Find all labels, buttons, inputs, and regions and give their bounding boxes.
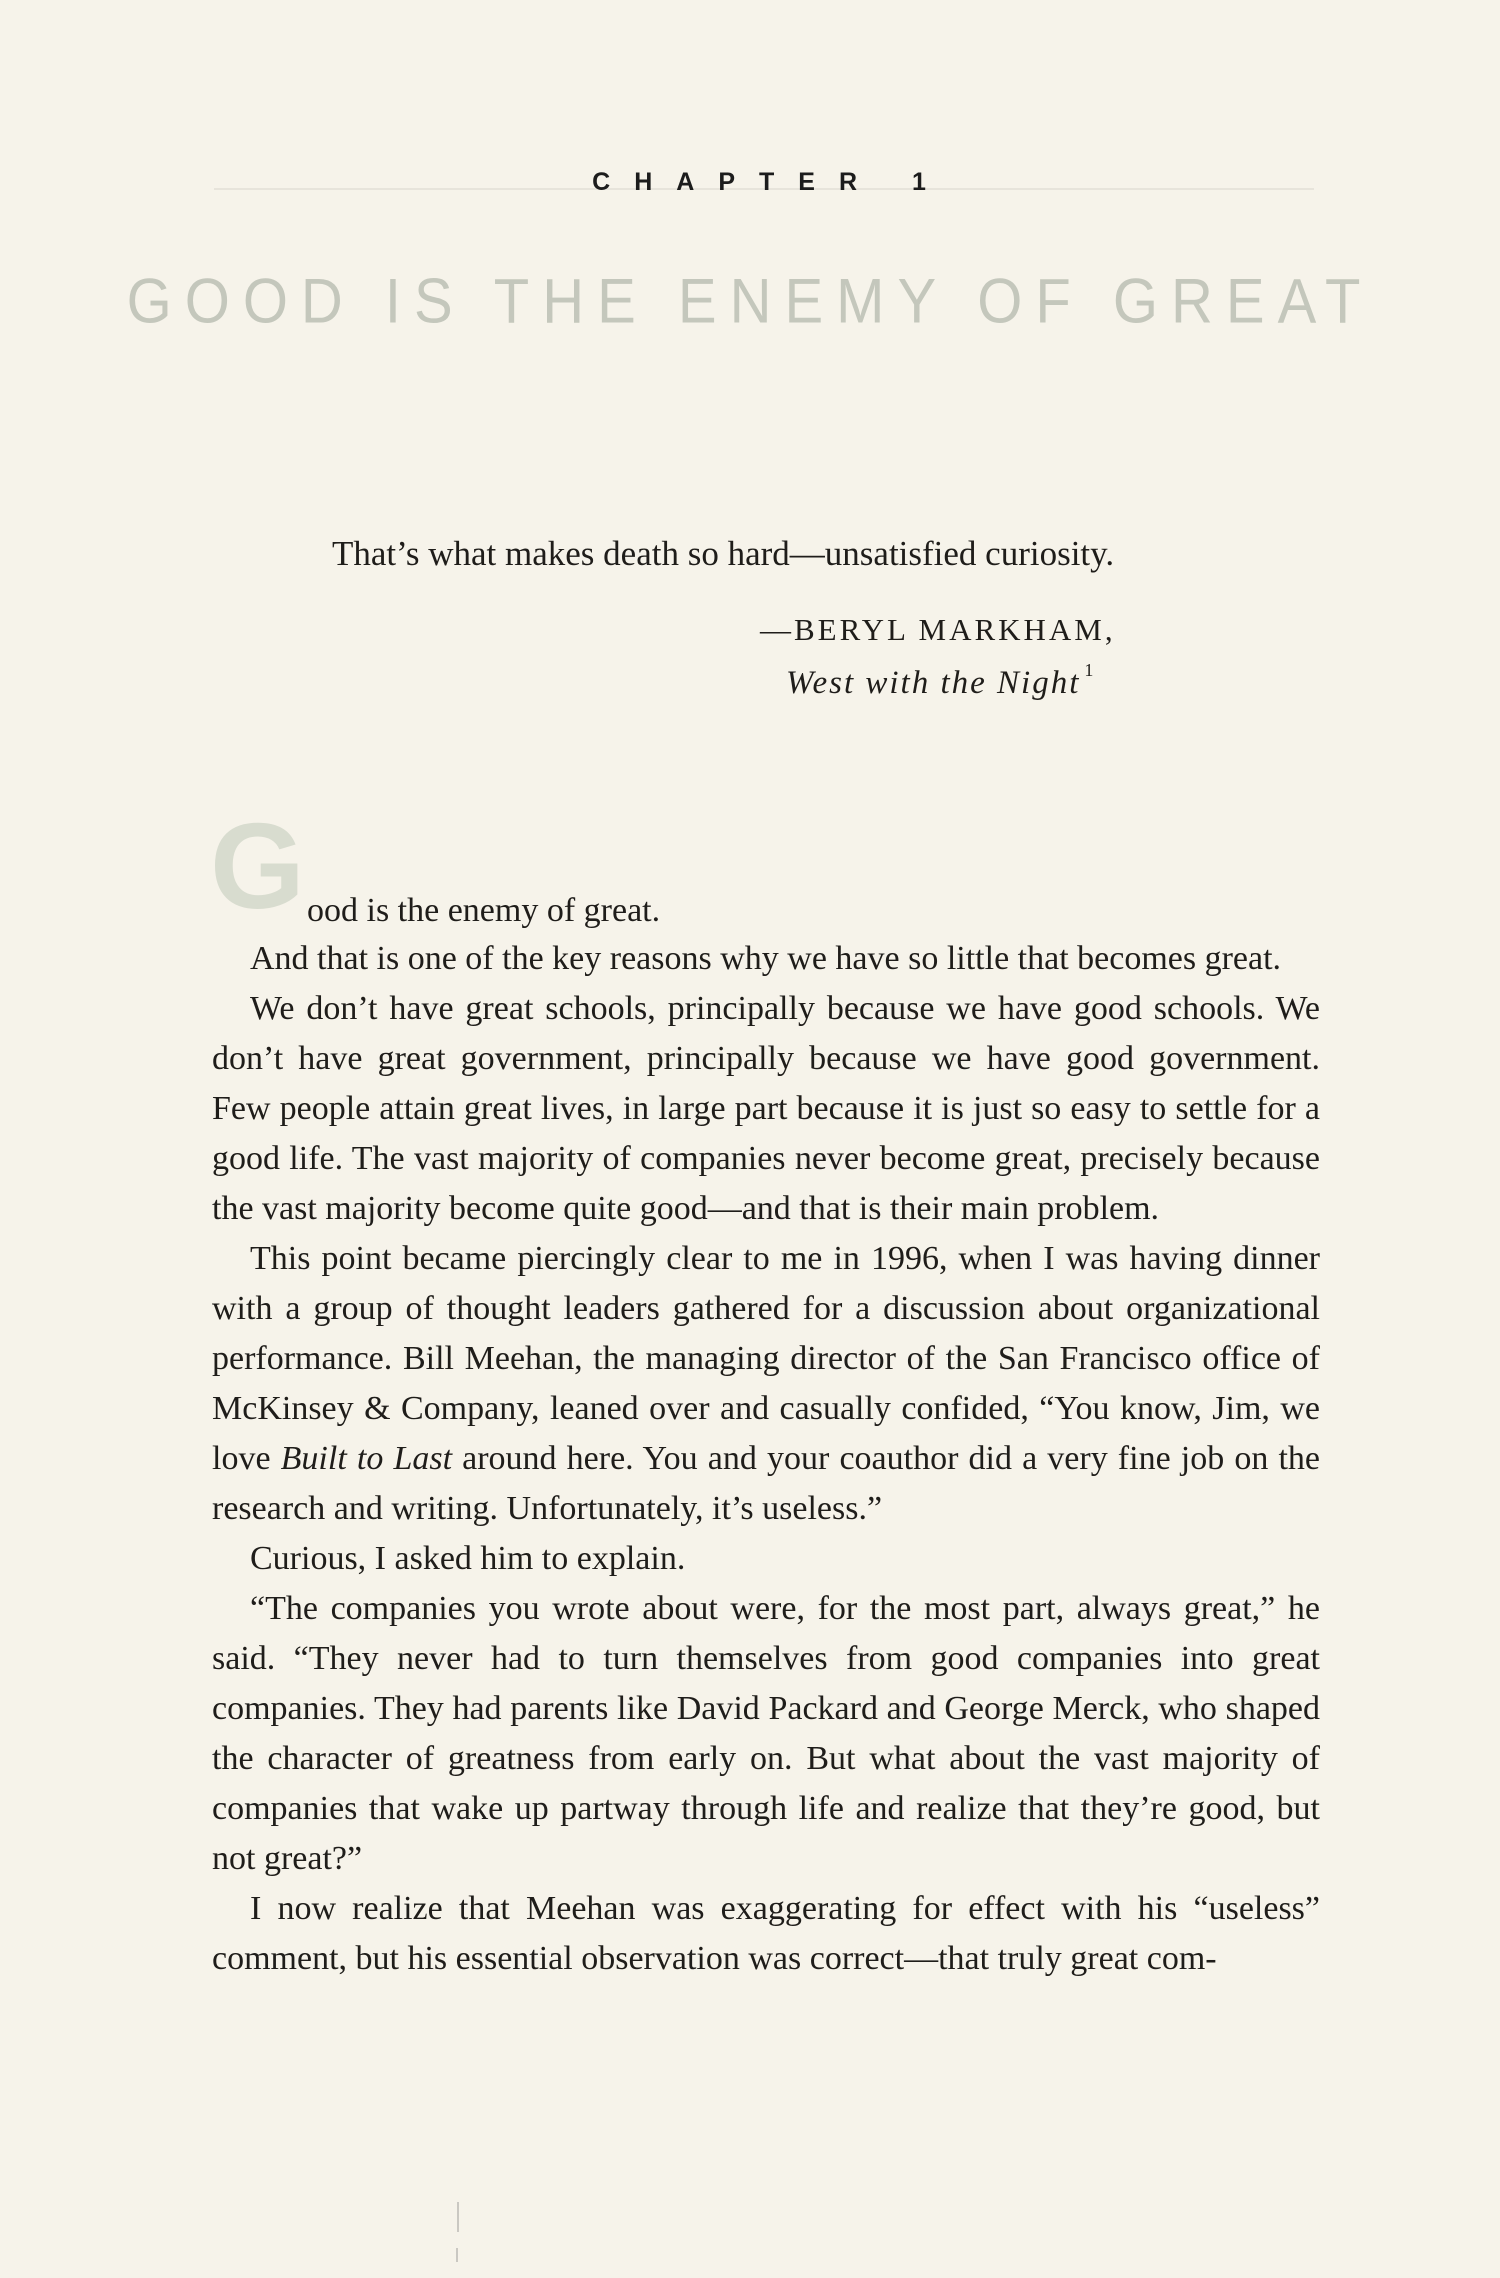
paragraph: “The companies you wrote about were, for the most part, always great,” he said. “They never had to turn themselves from good companies into great companies. They had parents like David Packard and George Merck, who shaped the character of greatness from early on. But what about the vast majority of companies that wake up partway through life and realize that they’re good, but not great?” — [212, 1590, 1320, 1877]
chapter-body — [212, 934, 1320, 1984]
chapter-title: GOOD IS THE ENEMY OF GREAT — [126, 266, 1374, 337]
epigraph-quote: That’s what makes death so hard—unsatisfied curiosity. — [332, 534, 1115, 573]
paragraph: I now realize that Meehan was exaggerating for effect with his “useless” comment, but his essential observation was correct—that truly great com- — [212, 1890, 1320, 1977]
opening-line: ood is the enemy of great. — [307, 892, 661, 929]
scan-mark — [456, 2248, 458, 2262]
epigraph-author-dash: — — [760, 612, 794, 647]
chapter-label: CHAPTER 1 — [592, 168, 950, 196]
epigraph-source — [786, 661, 1386, 705]
paragraph: We don’t have great schools, principally because we have good schools. We don’t have great government, principally because we have good government. Few people attain great lives, in large part because it is just so easy to settle for a good life. The vast majority of companies never become great, precisely because the vast majority become quite good—and that is their main problem. — [212, 990, 1320, 1227]
paragraph: Curious, I asked him to explain. — [250, 1540, 686, 1577]
paragraph-text: around here. You and your coauthor did a very fine job on the research and writing. Unfortunately, it’s useless.” — [212, 1440, 1320, 1527]
epigraph-author-name: BERYL MARKHAM, — [794, 612, 1116, 647]
epigraph-source-title: West with the Night — [786, 665, 1081, 701]
drop-cap: G — [210, 798, 305, 934]
scan-mark — [457, 2202, 459, 2232]
paragraph: And that is one of the key reasons why we have so little that becomes great. — [250, 940, 1282, 977]
paragraph — [212, 1234, 1320, 1534]
paragraph-text: This point became piercingly clear to me in 1996, when I was having dinner with a group of thought leaders gathered for a discussion about organizational performance. Bill Meehan, the managing director of the San Francisco office of McKinsey & Company, leaned over and casually confided, “You know, Jim, we love — [212, 1240, 1320, 1477]
footnote-marker: 1 — [1084, 660, 1096, 680]
epigraph-author — [760, 610, 1360, 650]
book-title: Built to Last — [280, 1440, 453, 1477]
